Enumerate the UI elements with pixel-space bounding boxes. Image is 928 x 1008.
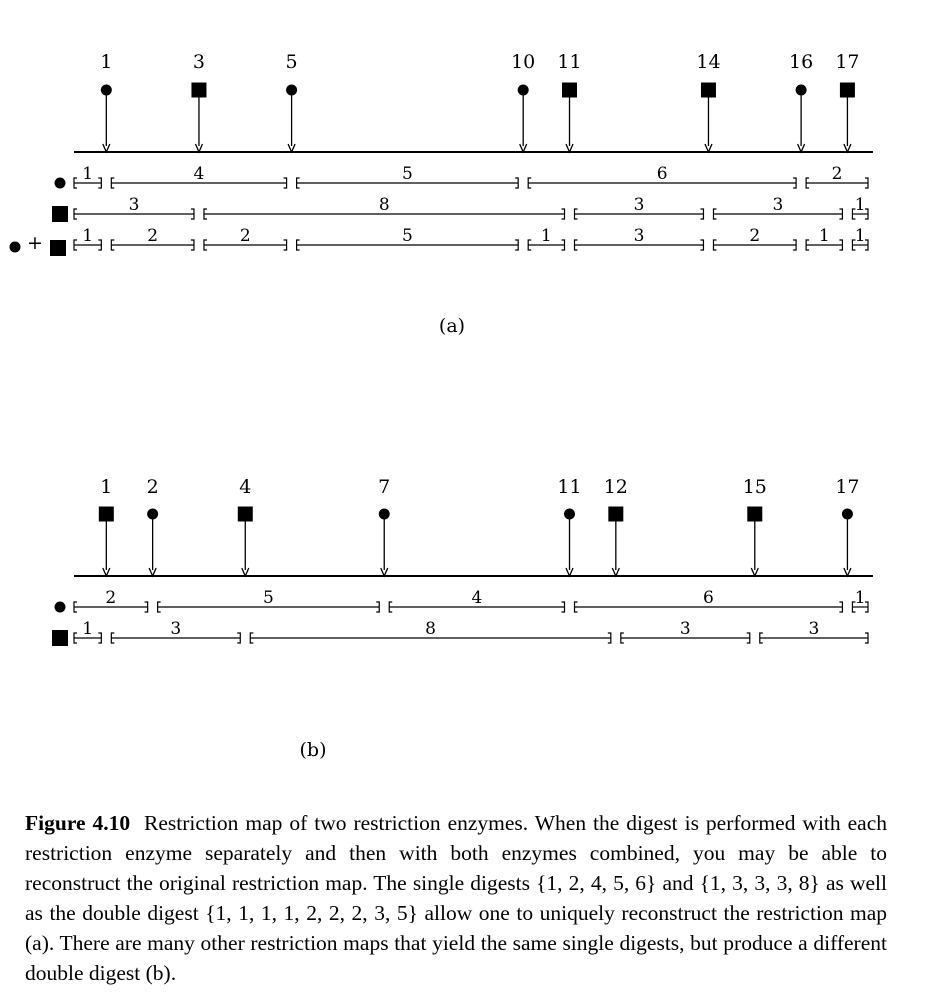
fragment-length-label: 3 [772, 195, 784, 215]
legend-square [52, 206, 68, 222]
fragment-length-label: 1 [82, 619, 94, 639]
legend-circle [10, 242, 21, 253]
fragment-length-label: 2 [749, 226, 761, 246]
site-label: 1 [100, 51, 113, 73]
fragment-length-label: 4 [471, 588, 483, 608]
site-label: 11 [557, 476, 582, 498]
fragment-length-label: 1 [854, 588, 866, 608]
site-label: 11 [557, 51, 582, 73]
fragment-length-label: 4 [193, 164, 205, 184]
fragment-length-label: 3 [128, 195, 140, 215]
fragment-length-label: 6 [703, 588, 714, 608]
fragment-length-label: 2 [147, 226, 159, 246]
fragment-length-label: 3 [633, 195, 645, 215]
site-label: 7 [378, 476, 391, 498]
site-label: 4 [239, 476, 252, 498]
fragment-length-label: 3 [679, 619, 691, 639]
site-label: 16 [789, 51, 814, 73]
fragment-length-label: 2 [239, 226, 251, 246]
site-label: 12 [603, 476, 628, 498]
fragment-length-label: 2 [831, 164, 843, 184]
panel-label: (b) [299, 739, 327, 761]
fragment-length-label: 1 [854, 195, 866, 215]
panel-a [10, 51, 874, 337]
fragment-length-label: 2 [105, 588, 117, 608]
fragment-length-label: 1 [82, 164, 94, 184]
legend-plus: + [27, 232, 43, 254]
fragment-length-label: 5 [263, 588, 274, 608]
site-label: 3 [192, 51, 206, 73]
fragment-length-label: 8 [425, 619, 436, 639]
site-label: 17 [835, 476, 860, 498]
fragment-length-label: 6 [656, 164, 668, 184]
caption-text: Restriction map of two restriction enzymes. When the digest is performed with each restriction enzyme separately and then with both enzymes combined, you may be able to reconstruct the original restriction map. The single digests {1, 2, 4, 5, 6} and {1, 3, 3, 3, 8} as well as the double digest {1, 1, 1, 1, 2, 2, 2, 3, 5} allow one to uniquely reconstruct the restriction map (a). There are many other restriction maps that yield the same single digests, but produce a different double digest (b). [25, 811, 887, 985]
legend-square [50, 240, 66, 256]
fragment-length-label: 3 [808, 619, 820, 639]
legend-circle [55, 178, 66, 189]
fragment-length-label: 1 [82, 226, 94, 246]
site-label: 2 [146, 476, 159, 498]
site-label: 1 [100, 476, 113, 498]
panel-b [52, 476, 873, 761]
fragment-length-label: 5 [401, 164, 413, 184]
figure-caption [25, 808, 887, 988]
site-label: 17 [835, 51, 860, 73]
panel-label: (a) [438, 315, 466, 337]
fragment-length-label: 1 [540, 226, 552, 246]
site-label: 14 [696, 51, 721, 73]
fragment-length-label: 5 [401, 226, 413, 246]
site-label: 15 [742, 476, 767, 498]
figure-label: Figure 4.10 [25, 811, 131, 835]
site-label: 10 [511, 51, 536, 73]
fragment-length-label: 1 [854, 226, 866, 246]
fragment-length-label: 8 [378, 195, 390, 215]
legend-square [52, 630, 68, 646]
site-label: 5 [285, 51, 298, 73]
fragment-length-label: 3 [633, 226, 645, 246]
legend-circle [55, 602, 66, 613]
fragment-length-label: 1 [818, 226, 830, 246]
fragment-length-label: 3 [170, 619, 182, 639]
